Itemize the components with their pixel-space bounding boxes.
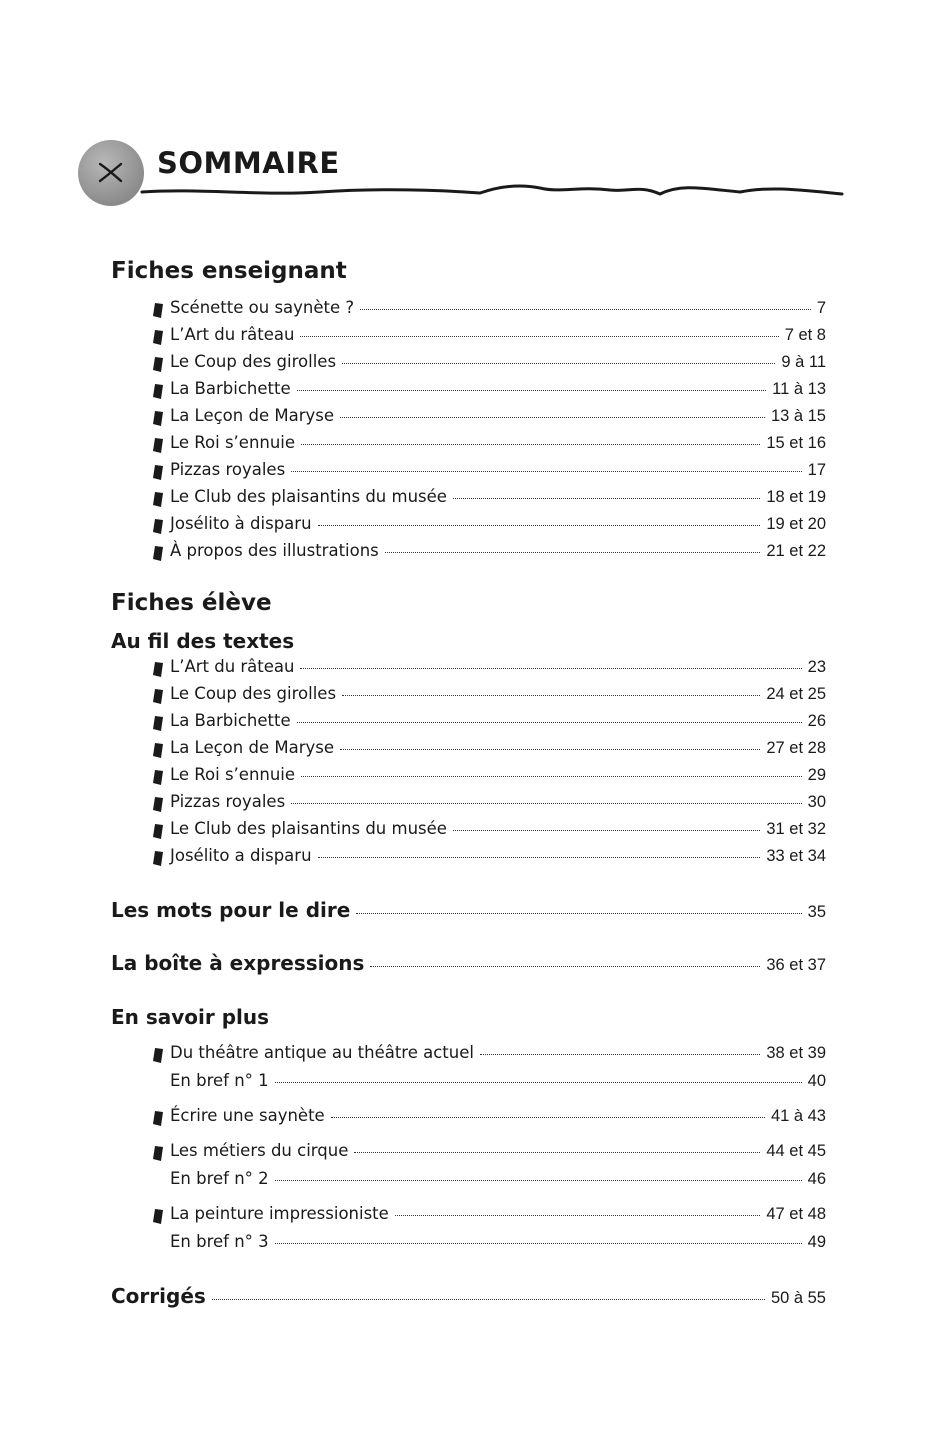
toc-entry-page: 35 [807,903,826,921]
toc-entry-label: Le Coup des girolles [170,352,337,371]
toc-entry[interactable] [152,657,826,681]
toc-entry-page: 24 et 25 [766,685,826,703]
dot-leader [275,1179,802,1181]
dot-leader [480,1053,760,1055]
dot-leader [318,524,761,526]
toc-entry-page: 31 et 32 [766,820,826,838]
page-title: SOMMAIRE [157,146,340,180]
toc-entry-label: En bref n° 2 [170,1169,269,1188]
toc-entry-label: L’Art du râteau [170,657,295,676]
toc-entry-page: 44 et 45 [766,1142,826,1160]
toc-entry-page: 11 à 13 [772,380,826,398]
toc-entry-label: La Leçon de Maryse [170,406,334,425]
toc-entry-label: La Barbichette [170,711,291,730]
page-header [0,0,945,230]
toc-entry[interactable] [152,738,826,762]
toc-entry-page: 9 à 11 [781,353,826,371]
bullet-icon [152,410,164,427]
toc-entry-page: 15 et 16 [766,434,826,452]
bullet-icon [152,1110,164,1127]
toc-entry-label: La peinture impressioniste [170,1204,389,1223]
toc-entry-label: Corrigés [111,1284,206,1308]
toc-entry-page: 33 et 34 [766,847,826,865]
toc-entry-page: 7 [816,299,826,317]
bullet-icon [152,823,164,840]
dot-leader [301,775,802,777]
toc-entry-label: À propos des illustrations [170,541,379,560]
toc-entry-label: En bref n° 3 [170,1232,269,1251]
toc-entry-page: 36 et 37 [766,956,826,974]
toc-entry[interactable] [152,792,826,816]
dot-leader [370,965,760,967]
bullet-icon [152,850,164,867]
dot-leader [453,497,760,499]
toc-entry-label: Josélito a disparu [170,846,312,865]
toc-entry[interactable] [152,514,826,538]
toc-entry[interactable] [170,1232,826,1256]
toc-entry-page: 19 et 20 [766,515,826,533]
subsection-title-au-fil-des-textes: Au fil des textes [111,629,295,653]
dot-leader [291,470,801,472]
toc-entry[interactable] [152,1141,826,1165]
toc-entry-label: Le Roi s’ennuie [170,765,296,784]
toc-entry-label: Le Coup des girolles [170,684,337,703]
dot-leader [354,1151,760,1153]
close-icon [78,140,144,206]
dot-leader [453,829,760,831]
toc-entry-page: 50 à 55 [770,1289,826,1307]
toc-entry-label: Le Club des plaisantins du musée [170,487,447,506]
toc-entry-label: Le Club des plaisantins du musée [170,819,447,838]
dot-leader [340,416,765,418]
toc-entry-page: 49 [807,1233,826,1251]
toc-entry-page: 46 [807,1170,826,1188]
toc-entry-label: Le Roi s’ennuie [170,433,296,452]
toc-entry[interactable] [152,541,826,565]
bullet-icon [152,769,164,786]
toc-entry-page: 18 et 19 [766,488,826,506]
dot-leader [342,694,760,696]
toc-entry-label: Du théâtre antique au théâtre actuel [170,1043,474,1062]
bullet-icon [152,715,164,732]
bullet-icon [152,1047,164,1064]
toc-entry-page: 38 et 39 [766,1044,826,1062]
toc-entry-label: Josélito à disparu [170,514,312,533]
bullet-icon [152,464,164,481]
dot-leader [395,1214,761,1216]
toc-entry[interactable] [152,846,826,870]
toc-entry-page: 7 et 8 [784,326,826,344]
bullet-icon [152,491,164,508]
bullet-icon [152,302,164,319]
toc-entry-page: 27 et 28 [766,739,826,757]
toc-entry-label: En bref n° 1 [170,1071,269,1090]
toc-entry[interactable] [152,1043,826,1067]
title-underline [140,178,845,208]
toc-entry-label: La Leçon de Maryse [170,738,334,757]
toc-entry-page: 29 [807,766,826,784]
toc-entry[interactable] [152,433,826,457]
toc-entry[interactable] [152,379,826,403]
dot-leader [342,362,775,364]
toc-entry[interactable] [152,1204,826,1228]
dot-leader [331,1116,765,1118]
toc-entry[interactable] [170,1071,826,1095]
toc-entry[interactable] [152,406,826,430]
bullet-icon [152,545,164,562]
toc-entry-label: La Barbichette [170,379,291,398]
toc-entry-page: 30 [807,793,826,811]
dot-leader [340,748,760,750]
badge [78,140,144,206]
toc-entry-page: 23 [807,658,826,676]
dot-leader [356,912,801,914]
toc-entry-label: L’Art du râteau [170,325,295,344]
section-title-fiches-eleve: Fiches élève [111,590,272,616]
toc-entry[interactable] [152,487,826,511]
toc-entry-label: Scénette ou saynète ? [170,298,355,317]
dot-leader [300,335,778,337]
bullet-icon [152,661,164,678]
dot-leader [212,1298,765,1300]
toc-entry-corriges[interactable] [111,1284,826,1308]
toc-entry[interactable] [152,325,826,349]
bullet-icon [152,383,164,400]
toc-entry-page: 26 [807,712,826,730]
toc-entry-page: 13 à 15 [770,407,826,425]
toc-entry[interactable] [152,460,826,484]
section-title-en-savoir-plus: En savoir plus [111,1005,270,1029]
bullet-icon [152,1208,164,1225]
toc-entry-label: Pizzas royales [170,460,286,479]
toc-entry[interactable] [152,819,826,843]
toc-entry[interactable] [152,684,826,708]
bullet-icon [152,437,164,454]
toc-entry-page: 41 à 43 [770,1107,826,1125]
toc-entry-mots[interactable] [111,898,826,922]
section-title-fiches-enseignant: Fiches enseignant [111,258,347,284]
toc-entry[interactable] [152,765,826,789]
toc-entry-page: 21 et 22 [766,542,826,560]
toc-entry-boite[interactable] [111,951,826,975]
dot-leader [275,1081,802,1083]
toc-entry-label: Les métiers du cirque [170,1141,349,1160]
toc-entry[interactable] [152,352,826,376]
bullet-icon [152,796,164,813]
dot-leader [275,1242,802,1244]
bullet-icon [152,742,164,759]
toc-entry-label: La boîte à expressions [111,951,365,975]
dot-leader [297,389,767,391]
dot-leader [301,443,760,445]
toc-entry-page: 47 et 48 [766,1205,826,1223]
toc-entry-label: Les mots pour le dire [111,898,351,922]
toc-entry[interactable] [170,1169,826,1193]
toc-entry[interactable] [152,1106,826,1130]
bullet-icon [152,329,164,346]
dot-leader [385,551,761,553]
toc-entry[interactable] [152,711,826,735]
toc-entry-label: Écrire une saynète [170,1106,325,1125]
toc-entry-page: 17 [807,461,826,479]
toc-entry[interactable] [152,298,826,322]
dot-leader [297,721,802,723]
bullet-icon [152,518,164,535]
bullet-icon [152,688,164,705]
bullet-icon [152,356,164,373]
toc-entry-label: Pizzas royales [170,792,286,811]
bullet-icon [152,1145,164,1162]
dot-leader [318,856,761,858]
toc-entry-page: 40 [807,1072,826,1090]
dot-leader [300,667,801,669]
dot-leader [291,802,801,804]
dot-leader [360,308,811,310]
